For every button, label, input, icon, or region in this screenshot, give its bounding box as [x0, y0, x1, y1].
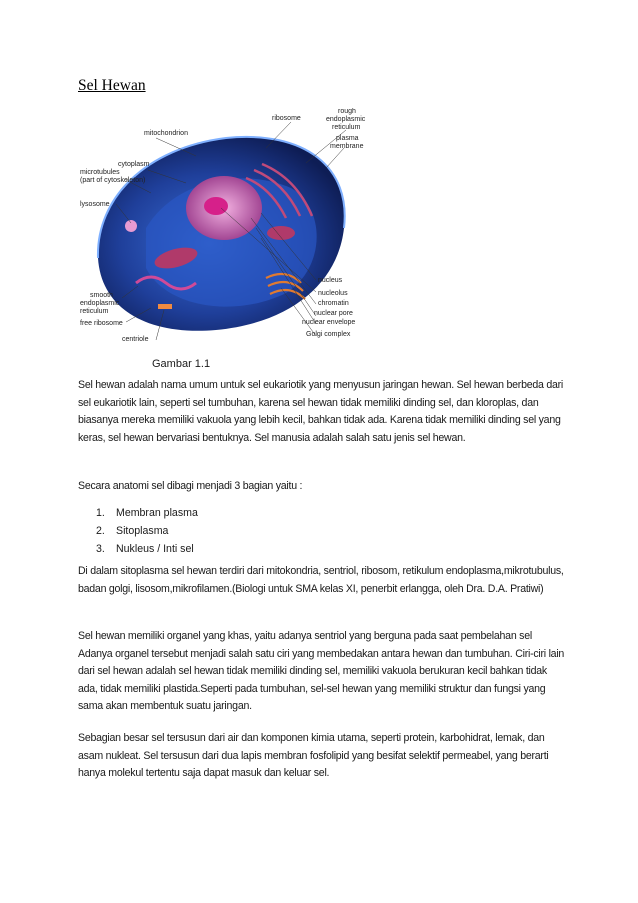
paragraph-3: Di dalam sitoplasma sel hewan terdiri dari mitokondria, sentriol, ribosom, retikulum endoplasma,mikrotubulus, badan golgi, lisosom,mikrofilamen.(Biologi untuk SMA kelas XI, penerbit erlangga, oleh Dra. D.A. Pratiwi) [78, 565, 564, 595]
label-nucleolus: nucleolus [318, 290, 348, 297]
label-mitochondrion: mitochondrion [144, 130, 188, 137]
label-plasma-membrane-2: membrane [330, 143, 364, 150]
label-smooth-er-2: endoplasmic [80, 300, 120, 307]
label-cytoplasm: cytoplasm [118, 161, 150, 168]
label-rough-er-3: reticulum [332, 124, 361, 131]
label-nuclear-pore: nuclear pore [314, 310, 353, 317]
label-smooth-er-1: smooth [90, 292, 113, 299]
lysosome-shape [125, 220, 137, 232]
label-microtubules-2: (part of cytoskeleton) [80, 177, 146, 184]
paragraph-4: Sel hewan memiliki organel yang khas, yaitu adanya sentriol yang berguna pada saat pembelahan sel Adanya organel tersebut menjadi salah satu ciri yang membedakan antara hewan dan tumbuhan. Ciri-ciri lain dari sel hewan adalah sel hewan tidak memiliki dinding sel, memiliki vakuola berukuran kecil bahkan tidak ada, tidak memiliki plastida.Seperti pada tumbuhan, sel-sel hewan yang memiliki struktur dan fungsi yang sama akan membentuk suatu jaringan. [78, 630, 565, 713]
nucleolus-shape [204, 197, 228, 215]
label-rough-er-2: endoplasmic [326, 116, 366, 123]
label-rough-er-1: rough [338, 108, 356, 115]
list-number: 1. [96, 507, 105, 519]
label-free-ribosome: free ribosome [80, 320, 123, 327]
paragraph-5: Sebagian besar sel tersusun dari air dan komponen kimia utama, seperti protein, karbohidrat, lemak, dan asam nukleat. Sel tersusun dari dua lapis membran fosfolipid yang besifat selektif permeabel, yang berarti hanya molekul tertentu saja dapat masuk dan keluar sel. [78, 732, 549, 780]
list-number: 3. [96, 543, 105, 555]
paragraph-1: Sel hewan adalah nama umum untuk sel eukariotik yang menyusun jaringan hewan. Sel hewan berbeda dari sel eukariotik lain, seperti sel tumbuhan, karena sel hewan tidak memiliki dinding sel, dan kloroplas, dan biasanya mereka memiliki vakuola yang lebih kecil, bahkan tidak ada. Karena tidak memiliki dinding sel yang keras, sel hewan bervariasi bentuknya. Sel manusia adalah salah satu jenis sel hewan. [78, 379, 563, 444]
figure-caption: Gambar 1.1 [152, 358, 211, 370]
list-text: Sitoplasma [116, 525, 169, 537]
label-nuclear-envelope: nuclear envelope [302, 319, 356, 326]
anatomy-list [96, 504, 198, 558]
label-centriole: centriole [122, 336, 149, 343]
label-lysosome: lysosome [80, 201, 110, 208]
label-ribosome: ribosome [272, 115, 301, 122]
list-item [96, 504, 198, 522]
page-title: Sel Hewan [78, 77, 146, 94]
paragraph-2: Secara anatomi sel dibagi menjadi 3 bagian yaitu : [78, 480, 303, 492]
mitochondrion-shape-2 [267, 226, 295, 240]
list-item [96, 522, 198, 540]
list-number: 2. [96, 525, 105, 537]
label-microtubules-1: microtubules [80, 169, 120, 176]
animal-cell-diagram [76, 108, 396, 350]
list-item [96, 540, 198, 558]
label-chromatin: chromatin [318, 300, 349, 307]
list-text: Membran plasma [116, 507, 198, 519]
label-nucleus: nucleus [318, 277, 343, 284]
label-plasma-membrane-1: plasma [336, 135, 359, 142]
list-text: Nukleus / Inti sel [116, 543, 194, 555]
centriole-shape [158, 304, 172, 309]
label-golgi-complex: Golgi complex [306, 331, 351, 338]
label-smooth-er-3: reticulum [80, 308, 109, 315]
